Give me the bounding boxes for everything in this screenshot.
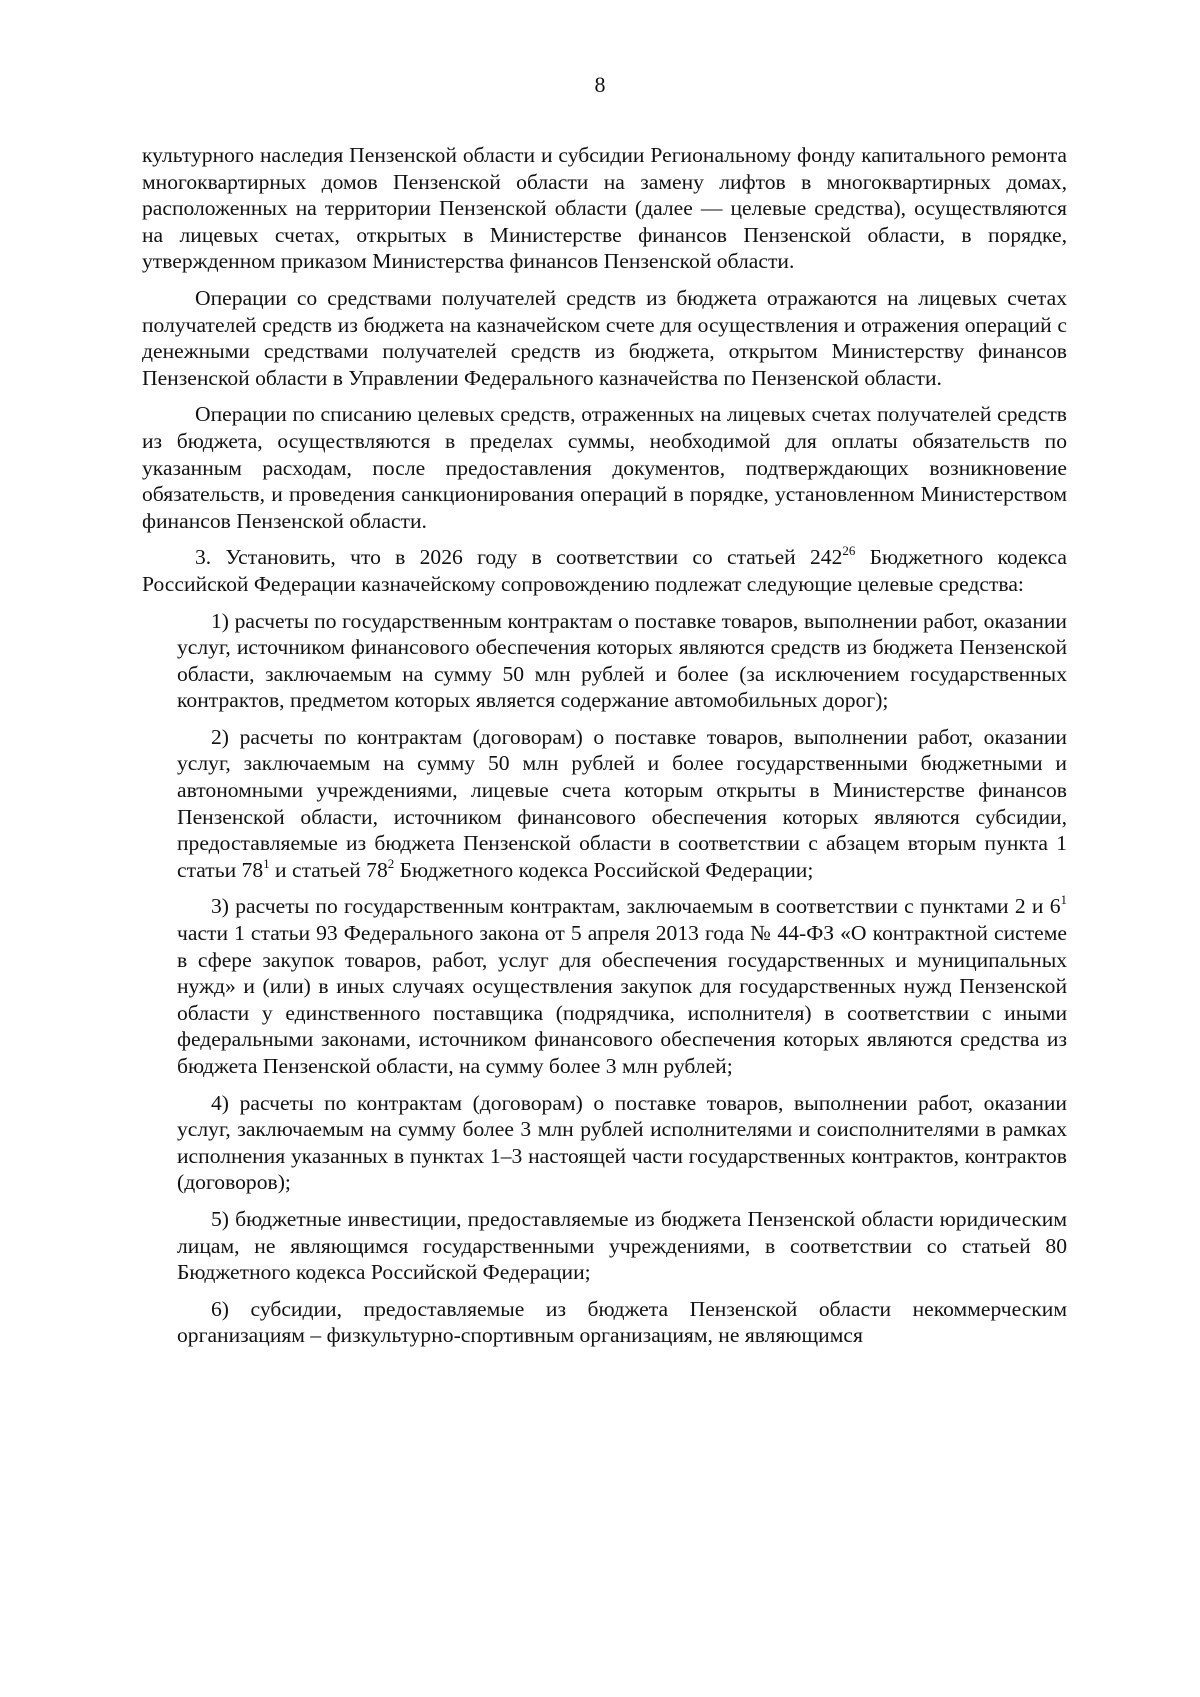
list-item-4: 4) расчеты по контрактам (договорам) о поставке товаров, выполнении работ, оказании услуг, заключаемым на сумму более 3 млн рублей исполнителями и соисполнителями в рамках исполнения указанных в пунктах 1–3 настоящей части государственных контрактов, контрактов (договоров); [177, 1090, 1067, 1195]
clause-3-superscript: 26 [842, 543, 856, 559]
list-item-2-superscript-a: 1 [263, 855, 270, 871]
clause-3-list [142, 608, 1067, 1349]
document-body [142, 142, 1067, 1359]
list-item-2-text-b: и статьей 78 [269, 857, 388, 882]
clause-3-lead: 3. Установить, что в 2026 году в соответствии со статьей 242 [195, 545, 843, 570]
list-item-2 [177, 724, 1067, 884]
list-item-5: 5) бюджетные инвестиции, предоставляемые из бюджета Пензенской области юридическим лицам, не являющимся государственными учреждениями, в соответствии со статьей 80 Бюджетного кодекса Российской Федерации; [177, 1206, 1067, 1285]
intro-paragraph: культурного наследия Пензенской области и субсидии Региональному фонду капитального ремонта многоквартирных домов Пензенской области на замену лифтов в многоквартирных домах, расположенных на территории Пензенской области (далее — целевые средства), осуществляются на лицевых счетах, открытых в Министерстве финансов Пензенской области, в порядке, утвержденном приказом Министерства финансов Пензенской области. [142, 143, 1067, 274]
write-off-paragraph: Операции по списанию целевых средств, отраженных на лицевых счетах получателей средств из бюджета, осуществляются в пределах суммы, необходимой для оплаты обязательств по указанным расходам, после предоставления документов, подтверждающих возникновение обязательств, и проведения санкционирования операций в порядке, установленном Министерством финансов Пензенской области. [142, 402, 1067, 533]
clause-3-tail: Бюджетного кодекса Российской Федерации казначейскому сопровождению подлежат следующие целевые средства: [142, 545, 1067, 596]
page-number: 8 [594, 72, 606, 97]
list-item-3 [177, 893, 1067, 1079]
list-item-6: 6) субсидии, предоставляемые из бюджета Пензенской области некоммерческим организациям – физкультурно-спортивным организациям, не являющимся [177, 1296, 1067, 1348]
list-item-3-text-a: 3) расчеты по государственным контрактам, заключаемым в соответствии с пунктами 2 и 6 [211, 894, 1061, 919]
clause-3-paragraph [142, 544, 1067, 597]
list-item-2-text-c: Бюджетного кодекса Российской Федерации; [394, 857, 814, 882]
list-item-1: 1) расчеты по государственным контрактам о поставке товаров, выполнении работ, оказании услуг, источником финансового обеспечения которых являются средств из бюджета Пензенской области, заключаемым на сумму 50 млн рублей и более (за исключением государственных контрактов, предметом которых является содержание автомобильных дорог); [177, 608, 1067, 713]
list-item-2-text-a: 2) расчеты по контрактам (договорам) о поставке товаров, выполнении работ, оказании услуг, заключаемым на сумму 50 млн рублей и более государственными бюджетными и автономными учреждениями, лицевые счета которым открыты в Министерстве финансов Пензенской области, источником финансового обеспечения которых являются субсидии, предоставляемые из бюджета Пензенской области в соответствии с абзацем вторым пункта 1 статьи 78 [177, 724, 1067, 882]
operations-paragraph: Операции со средствами получателей средств из бюджета отражаются на лицевых счетах получателей средств из бюджета на казначейском счете для осуществления и отражения операций с денежными средствами получателей средств из бюджета, открытом Министерству финансов Пензенской области в Управлении Федерального казначейства по Пензенской области. [142, 285, 1067, 390]
list-item-3-superscript: 1 [1060, 892, 1067, 908]
list-item-2-superscript-b: 2 [387, 855, 395, 871]
list-item-3-text-b: части 1 статьи 93 Федерального закона от 5 апреля 2013 года № 44-ФЗ «О контрактной системе в сфере закупок товаров, работ, услуг для обеспечения государственных и муниципальных нужд» и (или) в иных случаях осуществления закупок для государственных нужд Пензенской области у единственного поставщика (подрядчика, исполнителя) в соответствии с иными федеральными законами, источником финансового обеспечения которых являются средства из бюджета Пензенской области, на сумму более 3 млн рублей; [177, 921, 1067, 1078]
